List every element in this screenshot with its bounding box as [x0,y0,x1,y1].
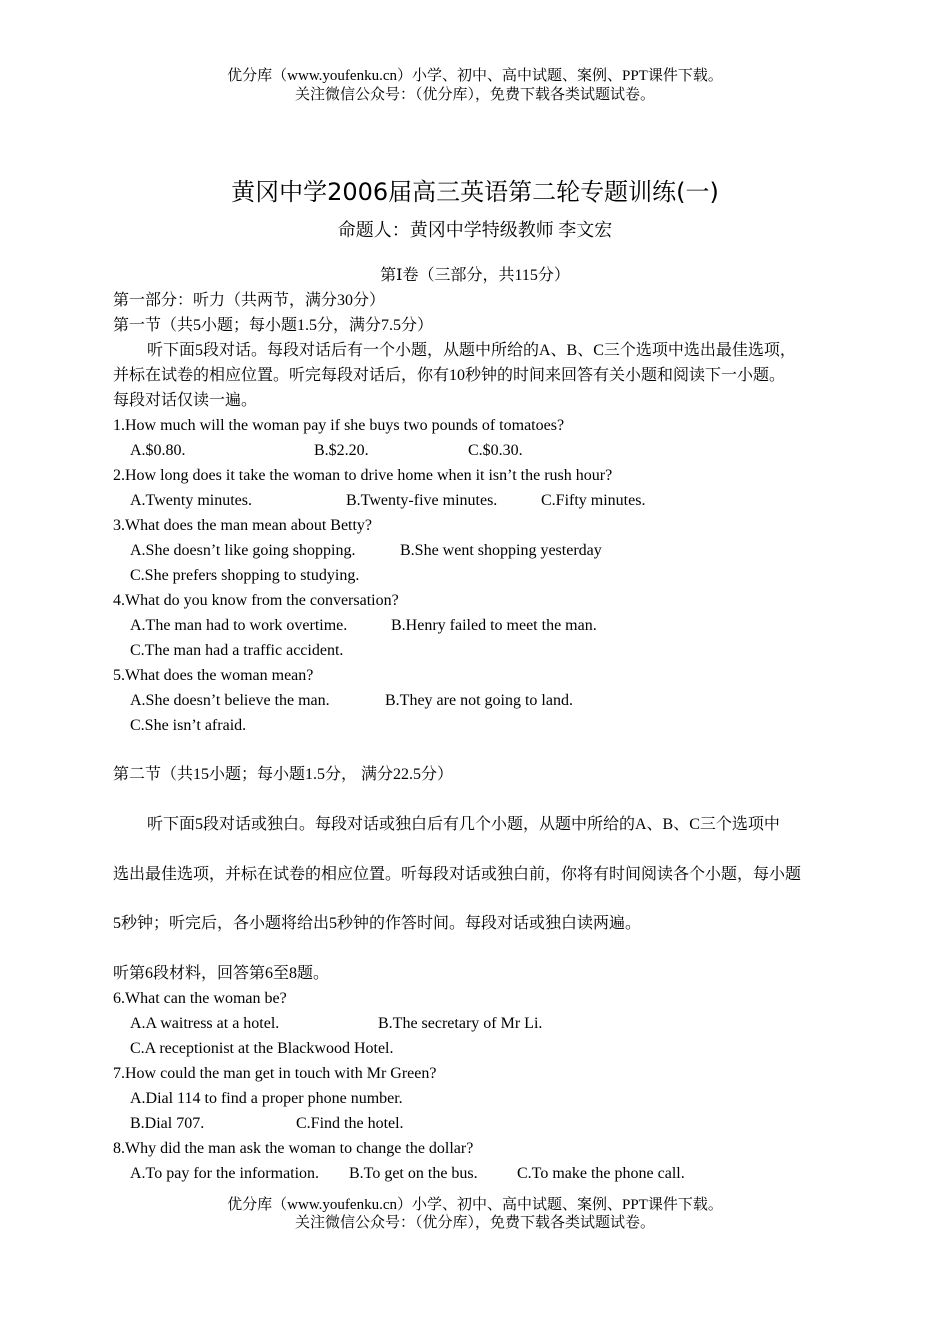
document-title: 黄冈中学2006届高三英语第二轮专题训练(一) [231,178,719,206]
instr1-line-3: 每段对话仅读一遍。 [113,392,258,409]
question-7-option-b: B.Dial 707. [130,1115,205,1132]
instr2-line-2: 选出最佳选项，并标在试卷的相应位置。听每段对话或独白前，你将有时间阅读各个小题，每小题 [113,866,802,883]
question-3-stem: 3.What does the man mean about Betty? [113,517,373,534]
question-7-option-c: C.Find the hotel. [296,1115,404,1132]
header-line-1: 优分库（www.youfenku.cn）小学、初中、高中试题、案例、PPT课件下载。 [227,68,723,84]
question-3-option-b: B.She went shopping yesterday [400,542,602,559]
section2-heading: 第二节（共15小题；每小题1.5分， 满分22.5分） [113,766,454,783]
question-4-option-b: B.Henry failed to meet the man. [391,617,597,634]
question-6-option-c: C.A receptionist at the Blackwood Hotel. [130,1040,394,1057]
question-6-option-a: A.A waitress at a hotel. [130,1015,280,1032]
question-2-stem: 2.How long does it take the woman to drive home when it isn’t the rush hour? [113,467,613,484]
question-1-option-c: C.$0.30. [468,442,523,459]
question-8-stem: 8.Why did the man ask the woman to change the dollar? [113,1140,474,1157]
volume-heading: 第Ⅰ卷（三部分，共115分） [380,267,570,284]
instr2-line-1: 听下面5段对话或独白。每段对话或独白后有几个小题，从题中所给的A、B、C三个选项中 [147,816,780,833]
instr1-line-2: 并标在试卷的相应位置。听完每段对话后，你有10秒钟的时间来回答有关小题和阅读下一小题。 [113,367,786,384]
question-1-option-b: B.$2.20. [314,442,369,459]
question-7-option-a: A.Dial 114 to find a proper phone number. [130,1090,403,1107]
question-7-stem: 7.How could the man get in touch with Mr Green? [113,1065,437,1082]
question-1-option-a: A.$0.80. [130,442,186,459]
header-line-2: 关注微信公众号：（优分库），免费下载各类试题试卷。 [294,87,655,103]
question-4-option-a: A.The man had to work overtime. [130,617,348,634]
question-4-stem: 4.What do you know from the conversation? [113,592,399,609]
question-6-stem: 6.What can the woman be? [113,990,287,1007]
question-5-option-c: C.She isn’t afraid. [130,717,247,734]
instr1-line-1: 听下面5段对话。每段对话后有一个小题，从题中所给的A、B、C三个选项中选出最佳选项， [147,342,796,359]
question-8-option-c: C.To make the phone call. [517,1165,685,1182]
question-2-option-c: C.Fifty minutes. [541,492,646,509]
section1-heading: 第一节（共5小题；每小题1.5分，满分7.5分） [113,317,434,334]
question-5-stem: 5.What does the woman mean? [113,667,314,684]
question-8-option-a: A.To pay for the information. [130,1165,320,1182]
question-5-option-a: A.She doesn’t believe the man. [130,692,330,709]
part1-heading: 第一部分：听力（共两节，满分30分） [113,292,386,309]
question-8-option-b: B.To get on the bus. [349,1165,478,1182]
document-author: 命题人：黄冈中学特级教师 李文宏 [337,220,613,240]
question-2-option-b: B.Twenty-five minutes. [346,492,498,509]
question-3-option-a: A.She doesn’t like going shopping. [130,542,356,559]
material-6-heading: 听第6段材料，回答第6至8题。 [113,965,330,982]
instr2-line-3: 5秒钟；听完后，各小题将给出5秒钟的作答时间。每段对话或独白读两遍。 [113,915,642,932]
question-3-option-c: C.She prefers shopping to studying. [130,567,360,584]
footer-line-1: 优分库（www.youfenku.cn）小学、初中、高中试题、案例、PPT课件下载。 [227,1197,723,1213]
question-6-option-b: B.The secretary of Mr Li. [378,1015,543,1032]
footer-line-2: 关注微信公众号：（优分库），免费下载各类试题试卷。 [294,1215,655,1231]
question-2-option-a: A.Twenty minutes. [130,492,252,509]
question-1-stem: 1.How much will the woman pay if she buys two pounds of tomatoes? [113,417,565,434]
question-4-option-c: C.The man had a traffic accident. [130,642,344,659]
question-5-option-b: B.They are not going to land. [385,692,573,709]
